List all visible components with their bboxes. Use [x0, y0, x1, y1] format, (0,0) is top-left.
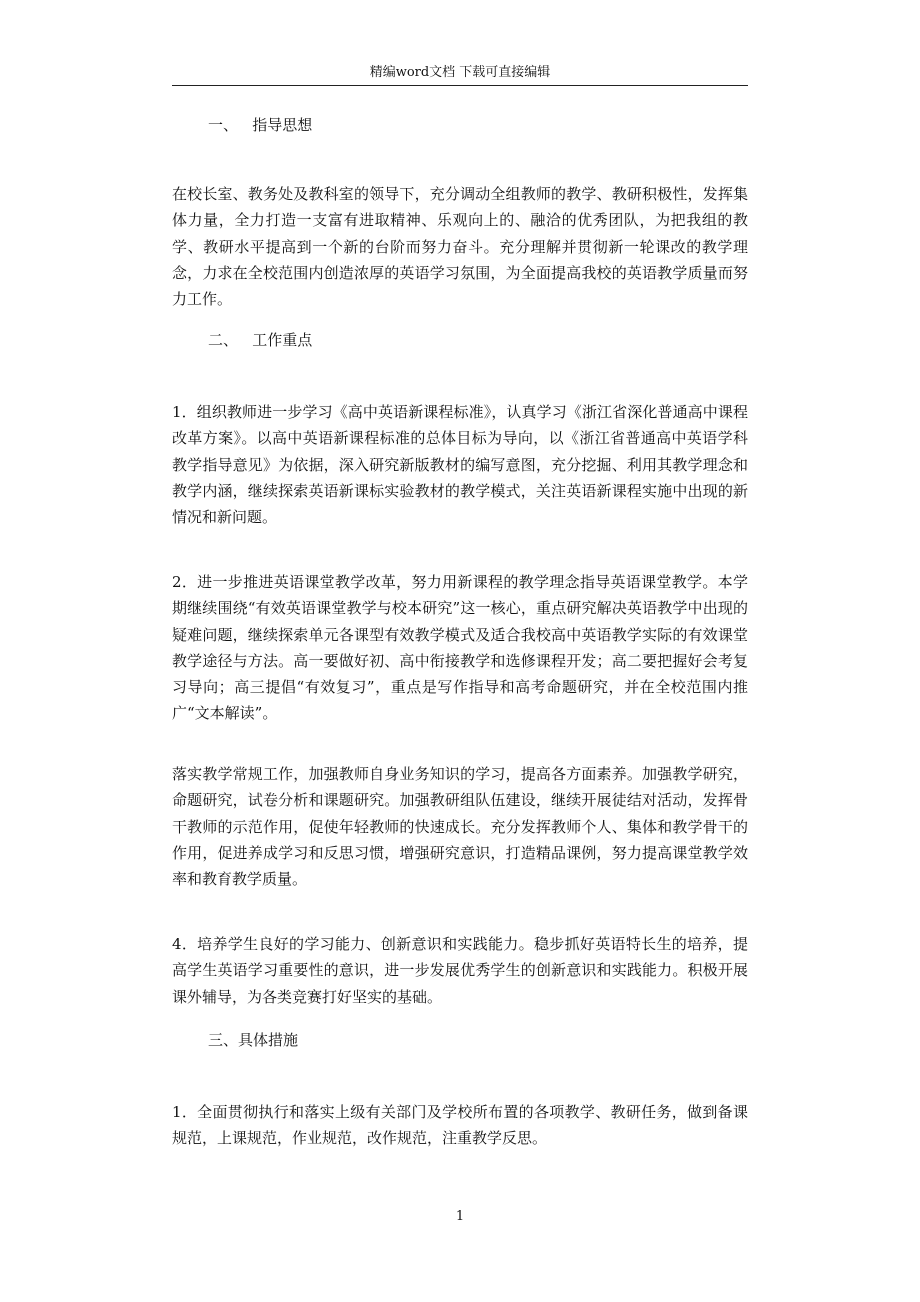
header-divider: [172, 85, 748, 86]
section-heading-guiding-ideology: 一、 指导思想: [208, 116, 313, 134]
section-heading-work-focus: 二、 工作重点: [208, 331, 313, 349]
section-heading-measures: 三、具体措施: [208, 1031, 299, 1049]
paragraph-measures-1: 1．全面贯彻执行和落实上级有关部门及学校所布置的各项教学、教研任务，做到备课规范，上课规范，作业规范，改作规范，注重教学反思。: [172, 1103, 748, 1148]
paragraph-focus-3: 落实教学常规工作，加强教师自身业务知识的学习，提高各方面素养。加强教学研究，命题研究，试卷分析和课题研究。加强教研组队伍建设，继续开展徒结对活动，发挥骨干教师的示范作用，促使年轻教师的快速成长。充分发挥教师个人、集体和教学骨干的作用，促进养成学习和反思习惯，增强研究意识，打造精品课例，努力提高课堂教学效率和教育教学质量。: [172, 765, 748, 889]
paragraph-focus-1: 1．组织教师进一步学习《高中英语新课程标准》，认真学习《浙江省深化普通高中课程改革方案》。以高中英语新课程标准的总体目标为导向，以《浙江省普通高中英语学科教学指导意见》为依据，深入研究新版教材的编写意图，充分挖掘、利用其教学理念和教学内涵，继续探索英语新课标实验教材的教学模式，关注英语新课程实施中出现的新情况和新问题。: [172, 403, 748, 527]
paragraph-focus-2: 2．进一步推进英语课堂教学改革，努力用新课程的教学理念指导英语课堂教学。本学期继续围绕“有效英语课堂教学与校本研究”这一核心，重点研究解决英语教学中出现的疑难问题，继续探索单元各课型有效教学模式及适合我校高中英语教学实际的有效课堂教学途径与方法。高一要做好初、高中衔接教学和选修课程开发；高二要把握好会考复习导向；高三提倡“有效复习”，重点是写作指导和高考命题研究，并在全校范围内推广“文本解读”。: [172, 573, 748, 723]
page-number: 1: [455, 1209, 465, 1224]
page-header: 精编word文档 下载可直接编辑: [369, 65, 551, 80]
paragraph-focus-4: 4．培养学生良好的学习能力、创新意识和实践能力。稳步抓好英语特长生的培养，提高学生英语学习重要性的意识，进一步发展优秀学生的创新意识和实践能力。积极开展课外辅导，为各类竞赛打好坚实的基础。: [172, 935, 748, 1006]
paragraph-guiding-ideology: 在校长室、教务处及教科室的领导下，充分调动全组教师的教学、教研积极性，发挥集体力量，全力打造一支富有进取精神、乐观向上的、融洽的优秀团队，为把我组的教学、教研水平提高到一个新的台阶而努力奋斗。充分理解并贯彻新一轮课改的教学理念，力求在全校范围内创造浓厚的英语学习氛围，为全面提高我校的英语教学质量而努力工作。: [172, 185, 748, 309]
